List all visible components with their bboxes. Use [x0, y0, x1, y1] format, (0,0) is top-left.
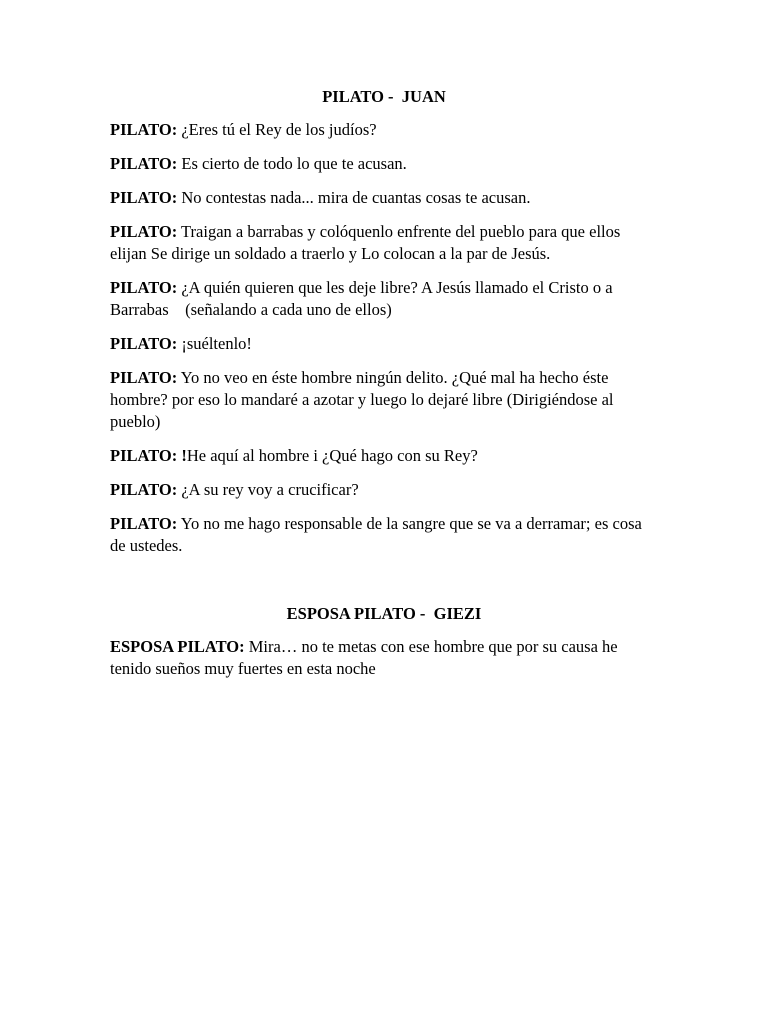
document-page — [110, 86, 658, 692]
dialogue-line — [110, 479, 658, 501]
dialogue-line — [110, 367, 658, 433]
dialogue-text: Mira… no te metas con ese hombre que por su causa he tenido sueños muy fuertes en esta noche — [110, 637, 618, 678]
speaker-label: PILATO: — [110, 154, 178, 173]
speaker-label: PILATO: — [110, 120, 178, 139]
dialogue-text: ¿A quién quieren que les deje libre? A Jesús llamado el Cristo o a Barrabas (señalando a cada uno de ellos) — [110, 278, 617, 319]
dialogue-line — [110, 187, 658, 209]
section-gap — [110, 569, 658, 603]
speaker-label: PILATO: — [110, 222, 178, 241]
dialogue-text: ¿A su rey voy a crucificar? — [177, 480, 359, 499]
section-title-pilato-juan: PILATO - JUAN — [322, 87, 446, 106]
dialogue-line — [110, 333, 658, 355]
speaker-label: ESPOSA PILATO: — [110, 637, 245, 656]
speaker-label: PILATO: — [110, 278, 178, 297]
speaker-label: PILATO: — [110, 188, 178, 207]
dialogue-text: ¡suéltenlo! — [177, 334, 252, 353]
speaker-label: PILATO: — [110, 334, 178, 353]
speaker-label: PILATO: — [110, 480, 178, 499]
speaker-label: PILATO: — [110, 368, 178, 387]
dialogue-text: No contestas nada... mira de cuantas cosas te acusan. — [177, 188, 531, 207]
section-title-esposa-pilato-giezi: ESPOSA PILATO - GIEZI — [286, 604, 482, 623]
dialogue-line — [110, 119, 658, 141]
dialogue-line — [110, 221, 658, 265]
dialogue-text: Traigan a barrabas y colóquenlo enfrente del pueblo para que ellos elijan Se dirige un soldado a traerlo y Lo colocan a la par de Jesús. — [110, 222, 621, 263]
dialogue-text: He aquí al hombre i ¿Qué hago con su Rey? — [186, 446, 478, 465]
dialogue-line — [110, 513, 658, 557]
speaker-label: PILATO: — [110, 514, 178, 533]
dialogue-line — [110, 277, 658, 321]
dialogue-text: Es cierto de todo lo que te acusan. — [177, 154, 407, 173]
dialogue-text: Yo no me hago responsable de la sangre que se va a derramar; es cosa de ustedes. — [110, 514, 642, 555]
dialogue-line — [110, 445, 658, 467]
dialogue-text: ¿Eres tú el Rey de los judíos? — [177, 120, 377, 139]
dialogue-line — [110, 153, 658, 175]
speaker-label: PILATO: ! — [110, 446, 187, 465]
dialogue-text: Yo no veo en éste hombre ningún delito. ¿Qué mal ha hecho éste hombre? por eso lo mandaré a azotar y luego lo dejaré libre (Dirigiéndose al pueblo) — [110, 368, 614, 431]
dialogue-line — [110, 636, 658, 680]
